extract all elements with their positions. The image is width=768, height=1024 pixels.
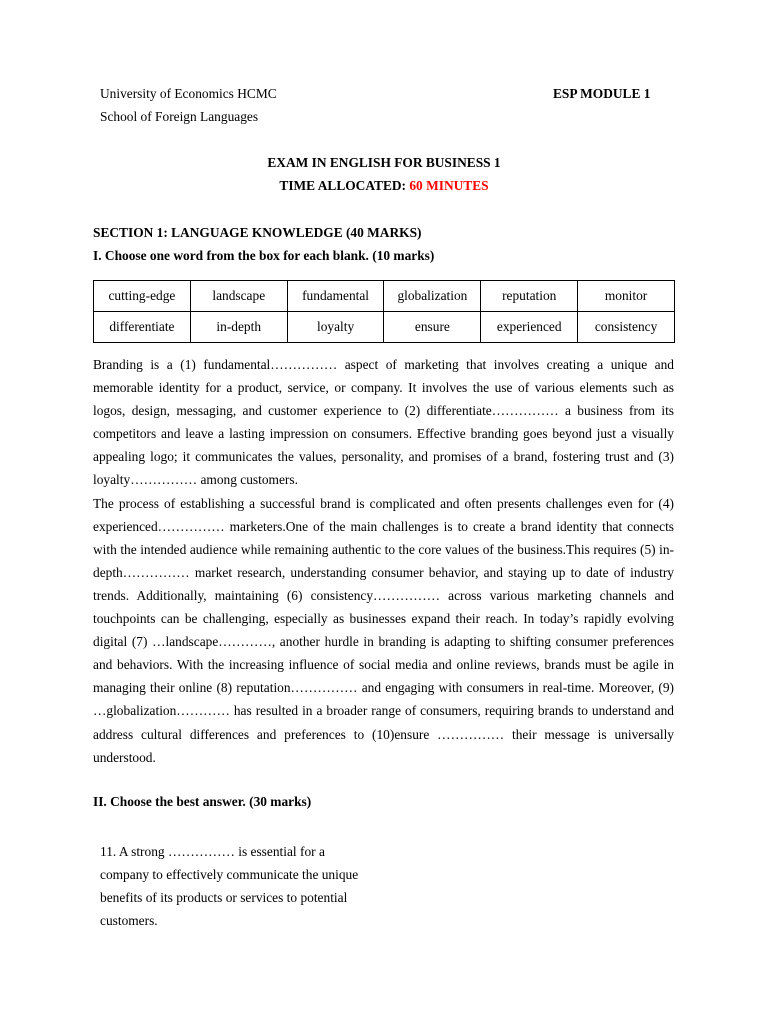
word-box-cell: monitor bbox=[578, 281, 675, 312]
section-heading: SECTION 1: LANGUAGE KNOWLEDGE (40 MARKS) bbox=[93, 225, 422, 240]
word-box-cell: differentiate bbox=[94, 312, 191, 343]
word-box-cell: reputation bbox=[481, 281, 578, 312]
module-label: ESP MODULE 1 bbox=[553, 86, 651, 101]
word-box-cell: loyalty bbox=[287, 312, 384, 343]
word-box-cell: in-depth bbox=[190, 312, 287, 343]
word-box-cell: experienced bbox=[481, 312, 578, 343]
passage-paragraph: The process of establishing a successful brand is complicated and often presents challenges even for (4) experienced…………… marketers.One of the main challenges is to create a brand identity that connects with the intended audience while remaining authentic to the core values of the business.This requires (5) in-depth…………… market research, understanding consumer behavior, and staying up to date of industry trends. Additionally, maintaining (6) consistency…………… across various marketing channels and touchpoints can be challenging, especially as businesses expand their reach. In today’s rapidly evolving digital (7) …landscape…………, another hurdle in branding is adapting to shifting consumer preferences and behaviors. With the increasing influence of social media and online reviews, brands must be agile in managing their online (8) reputation…………… and engaging with consumers in real-time. Moreover, (9) …globalization………… has resulted in a broader range of consumers, requiring brands to understand and address cultural differences and preferences to (10)ensure …………… their message is universally understood. bbox=[93, 495, 674, 765]
word-box-cell: cutting-edge bbox=[94, 281, 191, 312]
word-box-cell: ensure bbox=[384, 312, 481, 343]
university-name: University of Economics HCMC bbox=[100, 86, 277, 101]
exam-title: EXAM IN ENGLISH FOR BUSINESS 1 bbox=[267, 155, 501, 170]
word-box-cell: landscape bbox=[190, 281, 287, 312]
word-box-cell: globalization bbox=[384, 281, 481, 312]
time-allocated-label: TIME ALLOCATED: bbox=[279, 178, 406, 193]
word-box-cell: fundamental bbox=[287, 281, 384, 312]
word-box-table bbox=[93, 280, 675, 343]
branding-passage bbox=[93, 353, 674, 769]
passage-paragraph: Branding is a (1) fundamental…………… aspect of marketing that involves creating a unique and memorable identity for a product, service, or company. It involves the use of various elements such as logos, design, messaging, and customer experience to (2) differentiate…………… a business from its competitors and leave a lasting impression on consumers. Effective branding goes beyond just a visually appealing logo; it communicates the values, personality, and promises of a brand, fostering trust and (3) loyalty…………… among customers. bbox=[93, 357, 674, 488]
word-box-cell: consistency bbox=[578, 312, 675, 343]
part2-heading: II. Choose the best answer. (30 marks) bbox=[93, 794, 312, 809]
word-box-row bbox=[94, 312, 675, 343]
question-11: 11. A strong …………… is essential for a company to effectively communicate the unique benefits of its products or services to potential customers. bbox=[100, 844, 359, 929]
time-allocated-value: 60 MINUTES bbox=[409, 178, 489, 193]
school-name: School of Foreign Languages bbox=[100, 109, 259, 124]
time-allocated bbox=[0, 178, 768, 194]
part1-heading: I. Choose one word from the box for each blank. (10 marks) bbox=[93, 248, 435, 263]
word-box-row bbox=[94, 281, 675, 312]
